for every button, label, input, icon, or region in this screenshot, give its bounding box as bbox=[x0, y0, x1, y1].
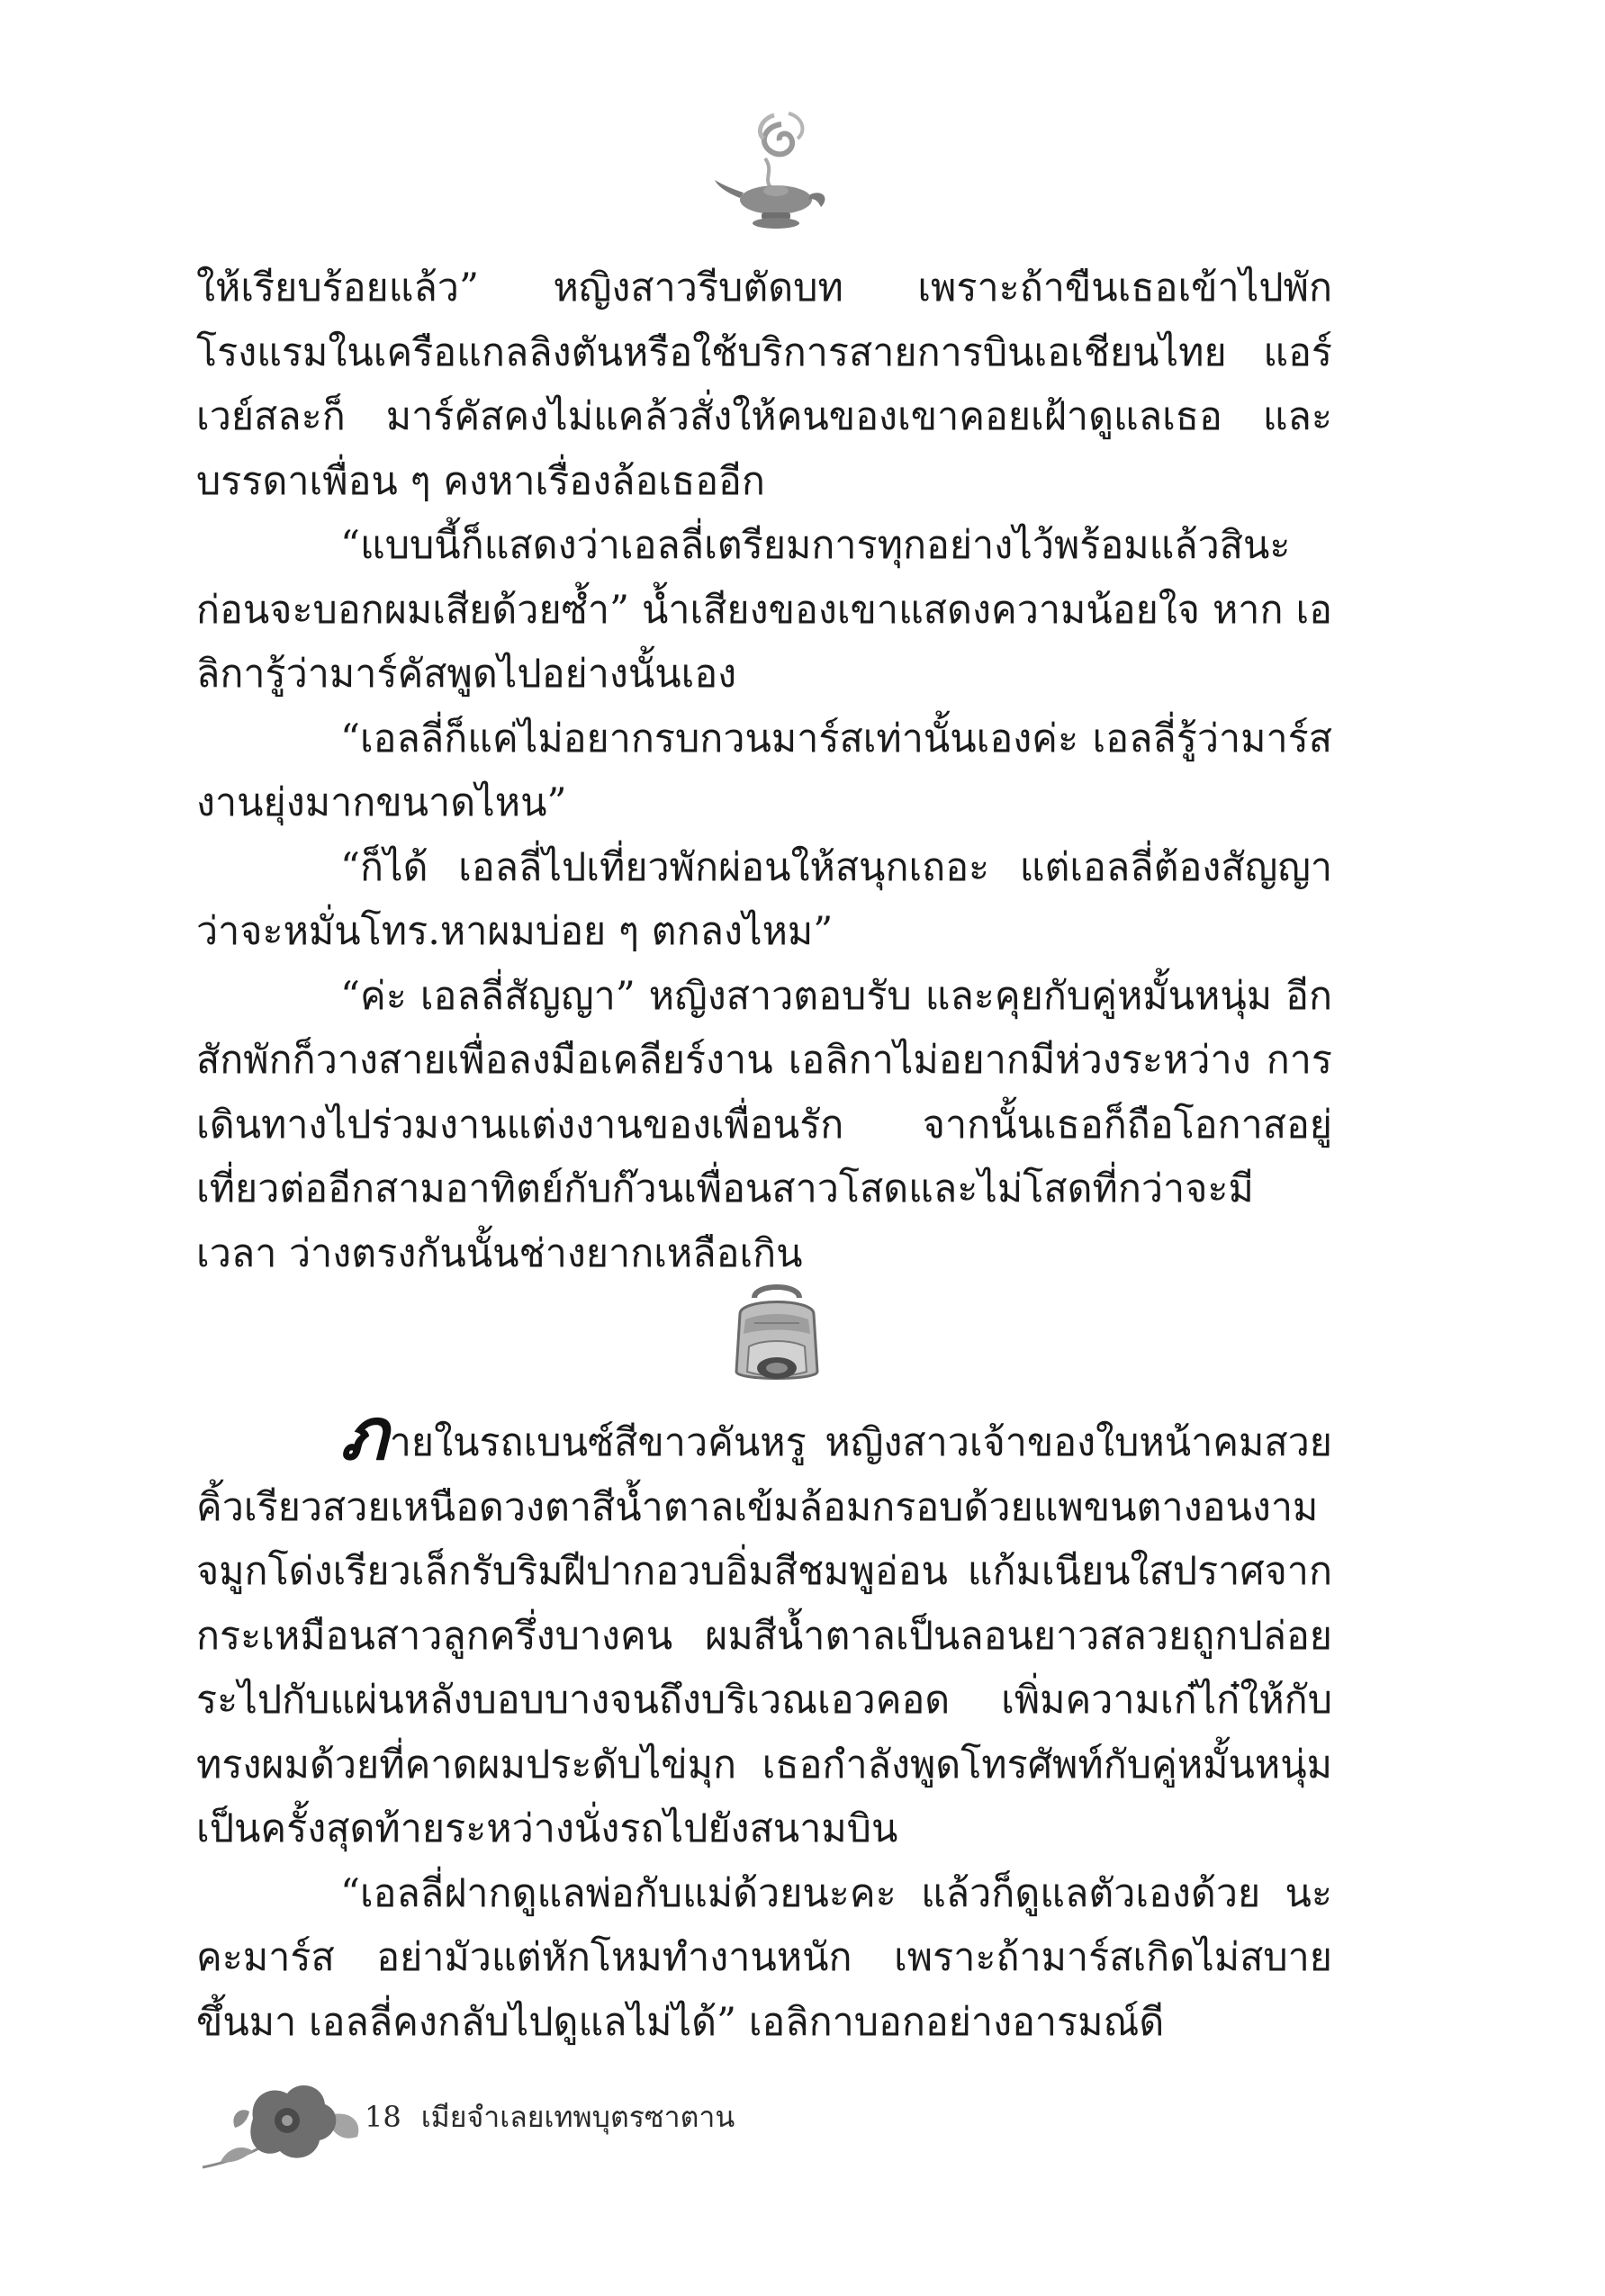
text-section-1 bbox=[196, 257, 1332, 1286]
paragraph: “ค่ะ เอลลี่สัญญา” หญิงสาวตอบรับ และคุยกับคู่หมั้นหนุ่ม อีกสักพักก็วางสายเพื่อลงมือเคลียร์งาน เอลิกาไม่อยากมีห่วงระหว่าง การเดินทางไปร่วมงานแต่งงานของเพื่อนรัก จากนั้นเธอก็ถือโอกาสอยู่ เที่ยวต่ออีกสามอาทิตย์กับก๊วนเพื่อนสาวโสดและไม่โสดที่กว่าจะมีเวลา ว่างตรงกันนั้นช่างยากเหลือเกิน bbox=[196, 973, 1332, 1276]
paragraph bbox=[196, 1391, 1332, 1862]
paragraph: “เอลลี่ฝากดูแลพ่อกับแม่ด้วยนะคะ แล้วก็ดูแลตัวเองด้วย นะคะมาร์ส อย่ามัวแต่หักโหมทำงานหนัก เพราะถ้ามาร์สเกิดไม่สบาย ขึ้นมา เอลลี่คงกลับไปดูแลไม่ได้” เอลิกาบอกอย่างอารมณ์ดี bbox=[196, 1870, 1332, 2045]
paragraph: “เอลลี่ก็แค่ไม่อยากรบกวนมาร์สเท่านั้นเองค่ะ เอลลี่รู้ว่ามาร์ส งานยุ่งมากขนาดไหน” bbox=[196, 716, 1332, 825]
text-section-2 bbox=[196, 1391, 1332, 2055]
book-title: เมียจำเลยเทพบุตรซาตาน bbox=[420, 2100, 735, 2134]
paragraph: ให้เรียบร้อยแล้ว” หญิงสาวรีบตัดบท เพราะถ้าขืนเธอเข้าไปพักโรงแรมในเครือแกลลิงตันหรือใช้บริการสายการบินเอเชียนไทย แอร์เวย์สละก็ มาร์คัสคงไม่แคล้วสั่งให้คนของเขาคอยเฝ้าดูแลเธอ และบรรดาเพื่อน ๆ คงหาเรื่องล้อเธออีก bbox=[196, 266, 1332, 504]
genie-lamp-icon bbox=[711, 106, 846, 241]
paragraph-text: ายในรถเบนซ์สีขาวคันหรู หญิงสาวเจ้าของใบหน้าคมสวย คิ้วเรียวสวยเหนือดวงตาสีน้ำตาลเข้มล้อมกรอบด้วยแพขนตางอนงาม จมูกโด่งเรียวเล็กรับริมฝีปากอวบอิ่มสีชมพูอ่อน แก้มเนียนใสปราศจาก กระเหมือนสาวลูกครึ่งบางคน ผมสีน้ำตาลเป็นลอนยาวสลวยถูกปล่อย ระไปกับแผ่นหลังบอบบางจนถึงบริเวณเอวคอด เพิ่มความเก๋ไก๋ให้กับ ทรงผมด้วยที่คาดผมประดับไข่มุก เธอกำลังพูดโทรศัพท์กับคู่หมั้นหนุ่ม เป็นครั้งสุดท้ายระหว่างนั่งรถไปยังสนามบิน bbox=[196, 1420, 1332, 1851]
backpack-icon bbox=[727, 1278, 826, 1386]
page-number: 18 bbox=[365, 2100, 401, 2134]
paragraph: “แบบนี้ก็แสดงว่าเอลลี่เตรียมการทุกอย่างไว้พร้อมแล้วสินะ ก่อนจะบอกผมเสียด้วยซ้ำ” น้ำเสียงของเขาแสดงความน้อยใจ หาก เอลิการู้ว่ามาร์คัสพูดไปอย่างนั้นเอง bbox=[196, 523, 1332, 697]
drop-cap: ภ bbox=[340, 1391, 388, 1476]
paragraph: “ก็ได้ เอลลี่ไปเที่ยวพักผ่อนให้สนุกเถอะ แต่เอลลี่ต้องสัญญา ว่าจะหมั่นโทร.หาผมบ่อย ๆ ตกลงไหม” bbox=[196, 844, 1332, 954]
page-footer bbox=[365, 2099, 735, 2135]
flower-icon bbox=[194, 2061, 374, 2187]
